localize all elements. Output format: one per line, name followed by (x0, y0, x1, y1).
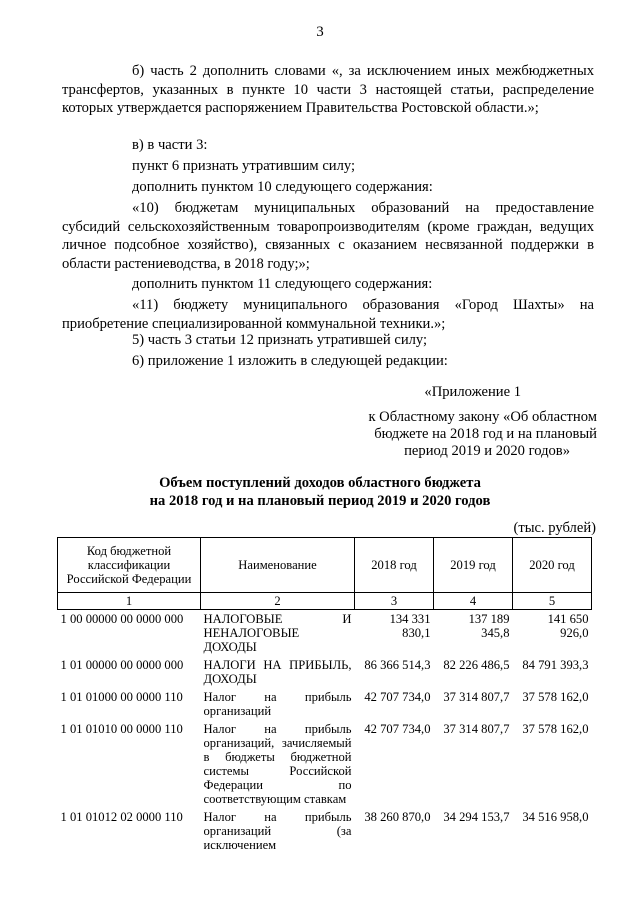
table-row (58, 656, 592, 688)
row-value-2019: 37 314 807,7 (443, 690, 510, 704)
row-name: Налог на прибыль организаций, зачисляемый в бюджеты бюджетной системы Российской Федерации по соответствующим ставкам (203, 722, 352, 806)
row-code: 1 01 01010 00 0000 110 (60, 722, 183, 736)
table-row (58, 610, 592, 657)
page-number: 3 (316, 24, 324, 40)
col-number-1: 1 (58, 593, 201, 610)
table-title-line2: на 2018 год и на плановый период 2019 и 2020 годов (149, 493, 491, 509)
paragraph-point10: «10) бюджетам муниципальных образований на предоставление субсидий сельскохозяйственным товаропроизводителям (кроме граждан, ведущих личное подсобное хозяйство), связанных с оказанием несвязанной поддержки в области растениеводства, в 2018 году;»; (62, 200, 594, 272)
row-value-2018: 134 331 830,1 (389, 612, 431, 640)
col-number-2: 2 (201, 593, 355, 610)
paragraph-point6: пункт 6 признать утратившим силу; (132, 158, 356, 174)
row-code: 1 01 00000 00 0000 000 (60, 658, 184, 672)
row-code: 1 01 01000 00 0000 110 (60, 690, 183, 704)
table-row (58, 720, 592, 808)
paragraph-point11: «11) бюджету муниципального образования «Город Шахты» на приобретение специализированной коммунальной техники.»; (62, 297, 594, 332)
row-value-2020: 37 578 162,0 (522, 722, 589, 736)
paragraph-add10: дополнить пунктом 10 следующего содержания: (132, 179, 433, 195)
row-value-2020: 34 516 958,0 (522, 810, 589, 824)
header-2020: 2020 год (513, 538, 592, 593)
header-code: Код бюджетной классификации Российской Федерации (58, 538, 201, 593)
header-name: Наименование (201, 538, 355, 593)
row-value-2019: 137 189 345,8 (468, 612, 510, 640)
appendix-line2: бюджете на 2018 год и на плановый (374, 426, 597, 442)
row-value-2019: 37 314 807,7 (443, 722, 510, 736)
paragraph-v: в) в части 3: (132, 137, 208, 153)
row-value-2020: 37 578 162,0 (522, 690, 589, 704)
paragraph-6: 6) приложение 1 изложить в следующей редакции: (132, 353, 448, 369)
header-2019: 2019 год (434, 538, 513, 593)
table-row (58, 808, 592, 854)
appendix-line1: к Областному закону «Об областном (368, 409, 597, 425)
row-name: Налог на прибыль организаций (за исключением (203, 810, 352, 852)
appendix-line3: период 2019 и 2020 годов» (404, 443, 570, 459)
row-value-2018: 86 366 514,3 (364, 658, 431, 672)
col-number-3: 3 (355, 593, 434, 610)
revenue-table (57, 537, 592, 854)
table-title-line1: Объем поступлений доходов областного бюджета (159, 475, 481, 491)
row-name: Налог на прибыль организаций (203, 690, 352, 718)
row-name: НАЛОГОВЫЕ И НЕНАЛОГОВЫЕ ДОХОДЫ (203, 612, 352, 654)
row-code: 1 00 00000 00 0000 000 (60, 612, 184, 626)
col-number-4: 4 (434, 593, 513, 610)
paragraph-add11: дополнить пунктом 11 следующего содержания: (132, 276, 433, 292)
row-code: 1 01 01012 02 0000 110 (60, 810, 183, 824)
col-number-5: 5 (513, 593, 592, 610)
row-value-2019: 82 226 486,5 (443, 658, 510, 672)
paragraph-b: б) часть 2 дополнить словами «, за исключением иных межбюджетных трансфертов, указанных в пункте 10 части 3 настоящей статьи, распределение которых утверждается распоряжением Правительства Ростовской области.»; (62, 63, 594, 116)
row-name: НАЛОГИ НА ПРИБЫЛЬ, ДОХОДЫ (203, 658, 352, 686)
units-label: (тыс. рублей) (513, 520, 596, 536)
row-value-2018: 42 707 734,0 (364, 690, 431, 704)
row-value-2020: 84 791 393,3 (522, 658, 589, 672)
row-value-2019: 34 294 153,7 (443, 810, 510, 824)
row-value-2018: 42 707 734,0 (364, 722, 431, 736)
row-value-2020: 141 650 926,0 (547, 612, 589, 640)
paragraph-5: 5) часть 3 статьи 12 признать утратившей силу; (132, 332, 428, 348)
header-2018: 2018 год (355, 538, 434, 593)
row-value-2018: 38 260 870,0 (364, 810, 431, 824)
appendix-label: «Приложение 1 (424, 384, 521, 400)
table-row (58, 688, 592, 720)
